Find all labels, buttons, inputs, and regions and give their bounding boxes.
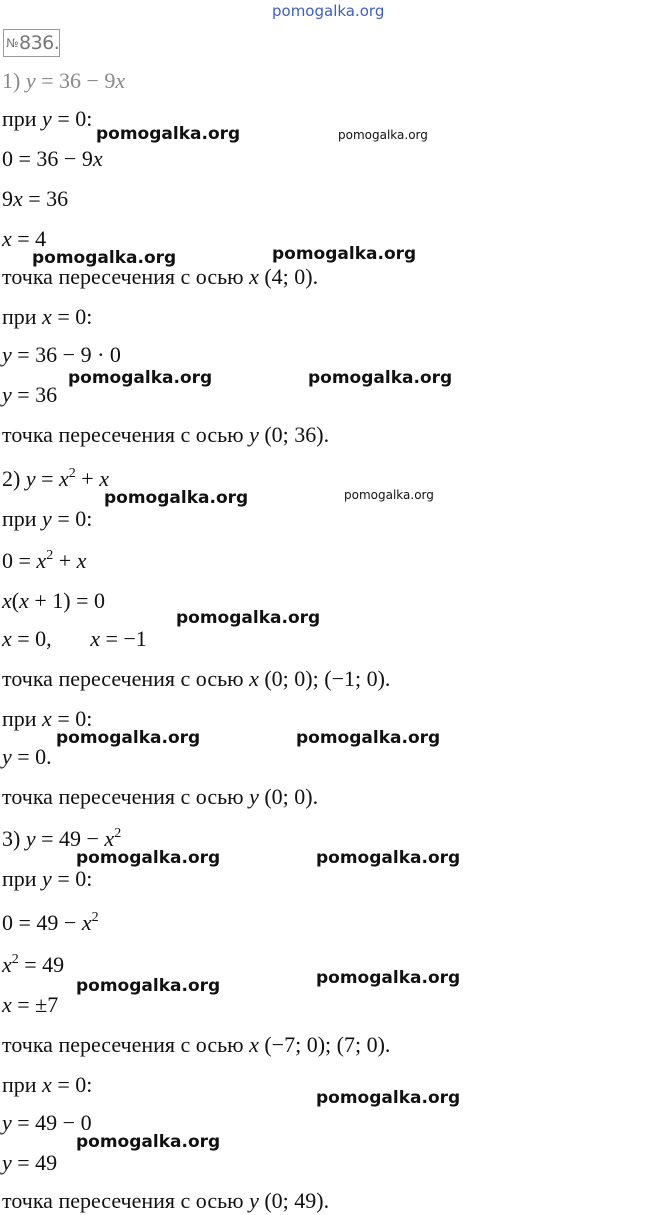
- watermark: pomogalka.org: [76, 848, 221, 868]
- watermark: pomogalka.org: [272, 244, 417, 264]
- solution-line-1: 1) y = 36 − 9x: [2, 68, 126, 93]
- solution-line-23: $x^2 = 49$: [2, 952, 65, 977]
- solution-line-9: y = 36: [2, 382, 58, 407]
- watermark: pomogalka.org: [68, 368, 213, 388]
- watermark-small: pomogalka.org: [344, 488, 434, 502]
- solution-line-8: y = 36 − 9 · 0: [2, 342, 121, 367]
- watermark: pomogalka.org: [32, 248, 177, 268]
- solution-line-2: при y = 0:: [2, 106, 93, 131]
- problem-number-box: [3, 29, 60, 57]
- watermark: pomogalka.org: [76, 1132, 221, 1152]
- watermark: pomogalka.org: [56, 728, 201, 748]
- solution-line-29: точка пересечения с осью y (0; 49).: [2, 1188, 330, 1213]
- solution-line-6: точка пересечения с осью x (4; 0).: [2, 264, 319, 289]
- solution-line-25: точка пересечения с осью x (−7; 0); (7; 0).: [2, 1032, 391, 1057]
- solution-line-15: x = 0, x = −1: [2, 626, 147, 651]
- solution-line-10: точка пересечения с осью y (0; 36).: [2, 422, 330, 447]
- solution-line-20: 3) $y = 49 - x^2$: [2, 826, 122, 851]
- watermark: pomogalka.org: [316, 968, 461, 988]
- watermark: pomogalka.org: [96, 124, 241, 144]
- watermark: pomogalka.org: [104, 488, 249, 508]
- solution-line-24: x = ±7: [2, 992, 59, 1017]
- watermark: pomogalka.org: [308, 368, 453, 388]
- solution-line-4: 9x = 36: [2, 186, 69, 211]
- solution-line-14: x(x + 1) = 0: [2, 588, 105, 613]
- solution-line-12: при y = 0:: [2, 506, 93, 531]
- watermark: pomogalka.org: [296, 728, 441, 748]
- solution-line-17: при x = 0:: [2, 706, 93, 731]
- solution-line-13: $0 = x^2 + x$: [2, 548, 87, 573]
- watermark: pomogalka.org: [176, 608, 321, 628]
- watermark: pomogalka.org: [316, 848, 461, 868]
- solution-line-7: при x = 0:: [2, 304, 93, 329]
- watermark: pomogalka.org: [316, 1088, 461, 1108]
- solution-line-27: y = 49 − 0: [2, 1110, 92, 1135]
- solution-line-28: y = 49: [2, 1150, 58, 1175]
- watermark-small: pomogalka.org: [338, 128, 428, 142]
- solution-line-26: при x = 0:: [2, 1072, 93, 1097]
- solution-line-3: 0 = 36 − 9x: [2, 146, 103, 171]
- solution-line-11: 2) $y = x^2 + x$: [2, 466, 109, 491]
- problem-number: 836.: [18, 32, 60, 54]
- number-sign: №: [6, 36, 18, 50]
- solution-line-21: при y = 0:: [2, 866, 93, 891]
- site-watermark-top: pomogalka.org: [272, 2, 385, 20]
- solution-line-16: точка пересечения с осью x (0; 0); (−1; 0).: [2, 666, 391, 691]
- solution-line-18: y = 0.: [2, 744, 52, 769]
- watermark: pomogalka.org: [76, 976, 221, 996]
- solution-line-5: x = 4: [2, 226, 47, 251]
- solution-line-22: $0 = 49 - x^2$: [2, 910, 99, 935]
- solution-line-19: точка пересечения с осью y (0; 0).: [2, 784, 319, 809]
